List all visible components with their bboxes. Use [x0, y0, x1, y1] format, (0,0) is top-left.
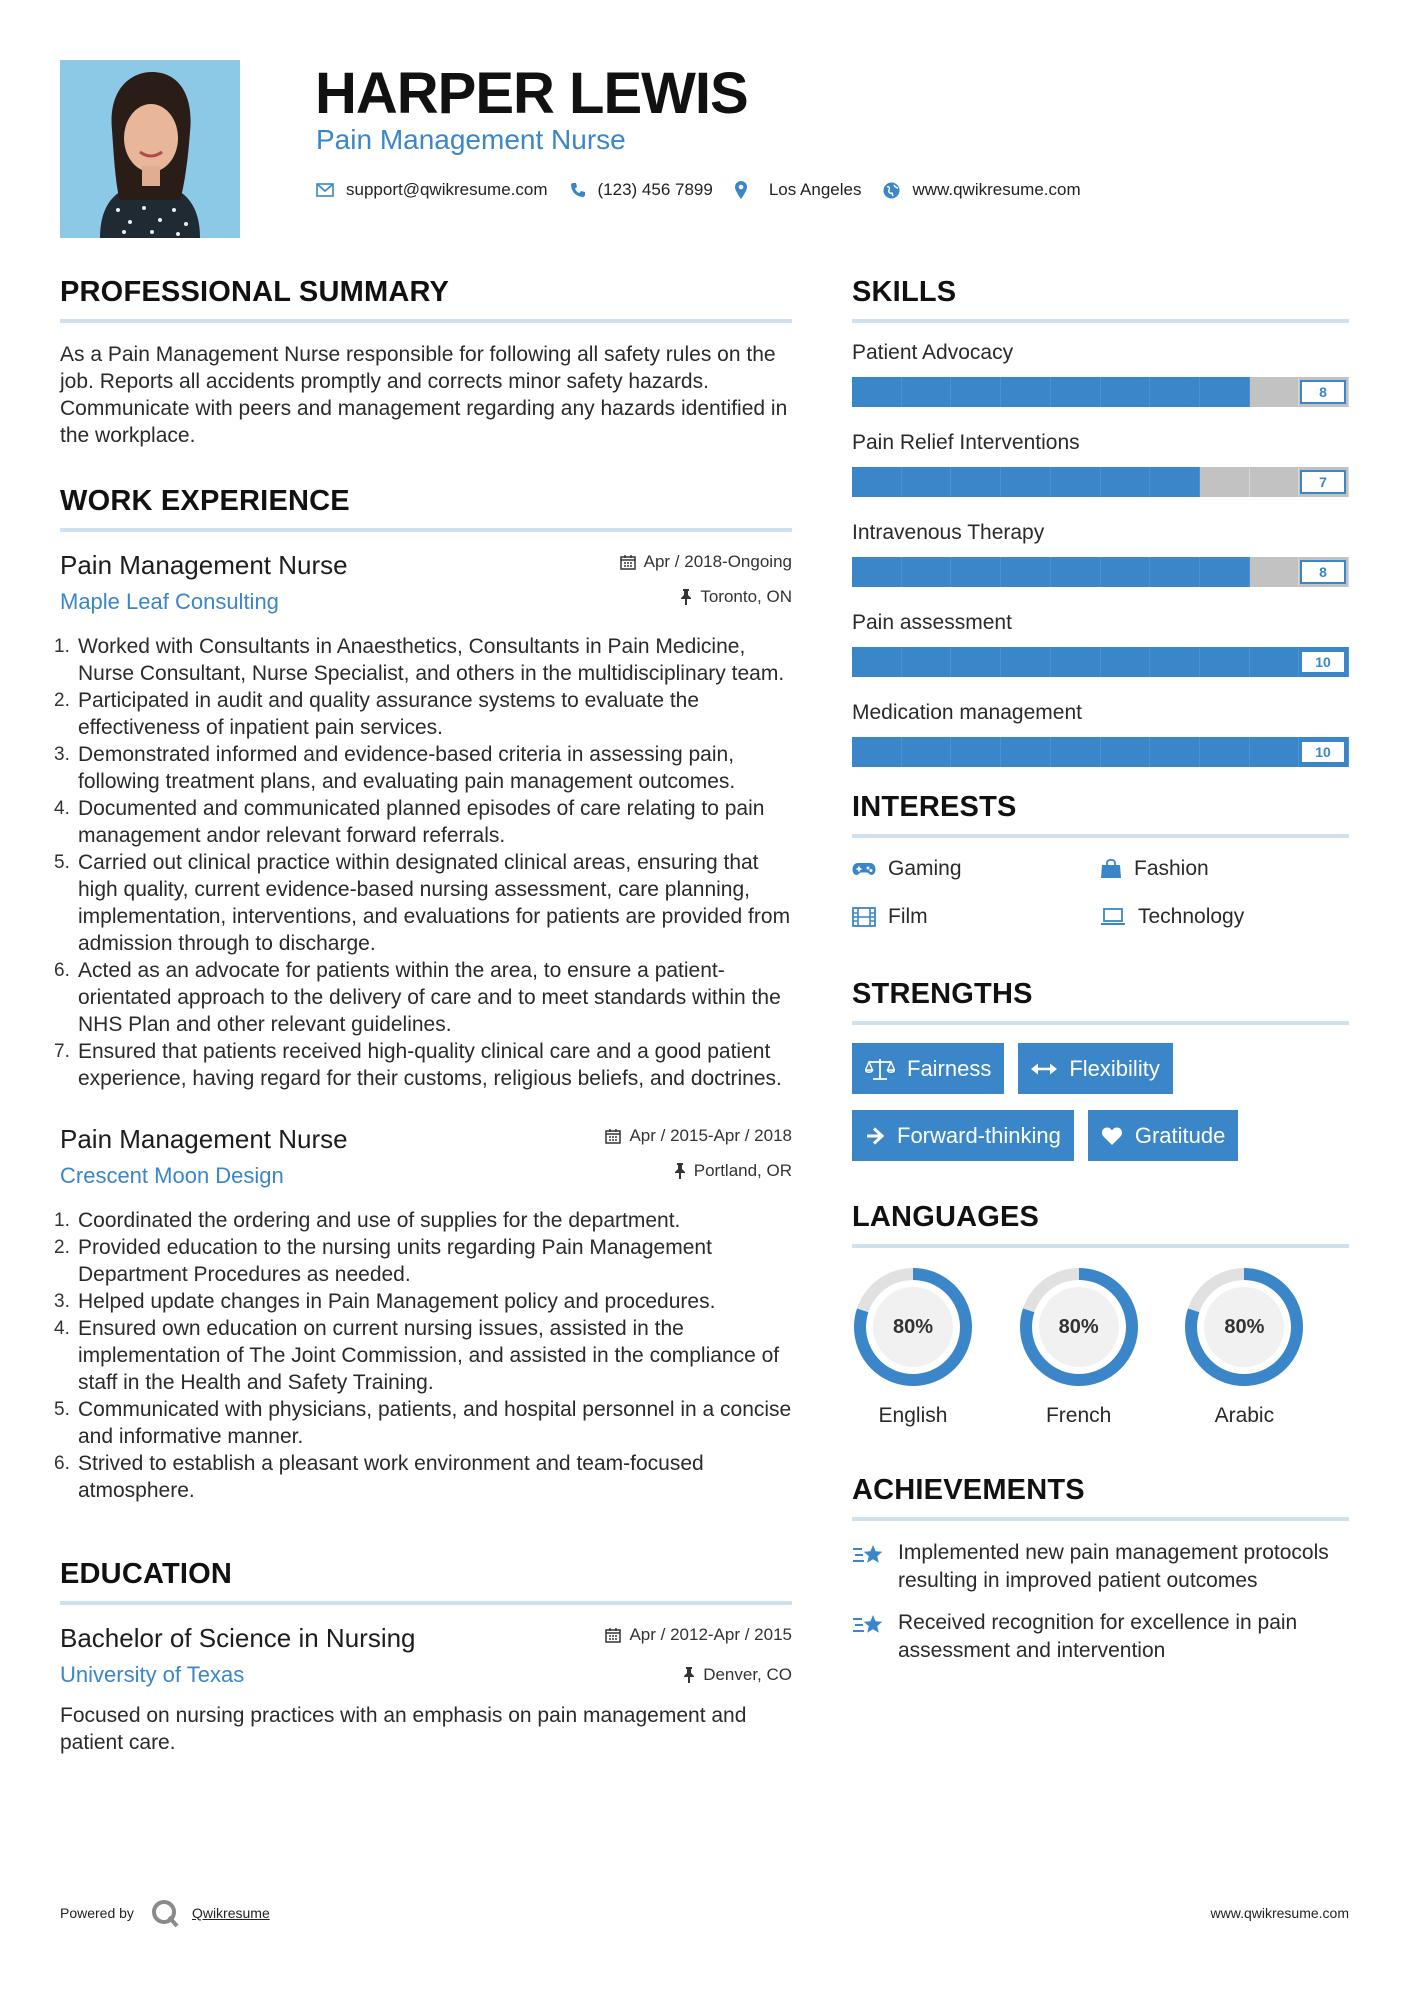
job-meta: [620, 550, 792, 609]
skill-score: 7: [1300, 470, 1346, 494]
duty-item: Ensured own education on current nursing issues, assisted in the implementation of The Joint Commission, and assisted in the compliance of staff in the Health and Safety Training.: [78, 1317, 780, 1394]
interest-label: Technology: [1138, 905, 1245, 928]
skill-segment: [951, 377, 1001, 407]
footer-website[interactable]: www.qwikresume.com: [1210, 1905, 1349, 1921]
skill-bar: [852, 467, 1349, 497]
interests-heading: INTERESTS: [852, 791, 1349, 838]
skill-segment: [1051, 377, 1101, 407]
arrows-horizontal-icon: [1031, 1062, 1057, 1076]
skill-segment: [951, 467, 1001, 497]
skill-segment: [1001, 557, 1051, 587]
language-name: French: [1045, 1404, 1112, 1427]
education-meta: [605, 1623, 792, 1687]
strength-label: Fairness: [907, 1055, 992, 1081]
job-dates: Apr / 2015-Apr / 2018: [629, 1126, 792, 1145]
skill-segment: [1150, 557, 1200, 587]
envelope-icon: [316, 183, 334, 197]
skill-segment: [1001, 467, 1051, 497]
duty-item: Worked with Consultants in Anaesthetics, Consultants in Pain Medicine, Nurse Consultant, Nurse Specialist, and others in the multidisciplinary team.: [78, 635, 785, 685]
education-location: Denver, CO: [703, 1665, 792, 1684]
skill-bar: [852, 737, 1349, 767]
skill-segment: [1250, 647, 1300, 677]
strength-badge: [1018, 1043, 1172, 1094]
education-heading: EDUCATION: [60, 1558, 792, 1605]
skills-section: [852, 276, 1349, 767]
languages-heading: LANGUAGES: [852, 1201, 1349, 1248]
skill-name: Patient Advocacy: [852, 341, 1014, 364]
language-percent: 80%: [1224, 1315, 1265, 1338]
skill-segment: [1250, 377, 1300, 407]
skill-segment: [852, 377, 902, 407]
balance-scale-icon: [865, 1058, 895, 1080]
skill-segment: [902, 377, 952, 407]
contact-phone[interactable]: [570, 180, 713, 200]
pushpin-icon: [674, 1163, 686, 1179]
skill-segment: [951, 647, 1001, 677]
language-item: [852, 1266, 1018, 1428]
skill-segment: [1051, 467, 1101, 497]
heart-icon: [1101, 1126, 1123, 1146]
education-section: [60, 1558, 792, 1756]
interest-item: [852, 904, 1100, 930]
skills-heading: SKILLS: [852, 276, 1349, 323]
strengths-heading: STRENGTHS: [852, 978, 1349, 1025]
globe-icon: [883, 182, 900, 199]
job-duties: [60, 633, 792, 1092]
skills-list: [852, 341, 1349, 767]
language-percent: 80%: [892, 1315, 934, 1338]
arrow-right-icon: [865, 1126, 885, 1146]
skill-segment: [852, 647, 902, 677]
job-dates: Apr / 2018-Ongoing: [643, 552, 792, 571]
skill-segment: [1101, 647, 1151, 677]
experience-heading: WORK EXPERIENCE: [60, 485, 792, 532]
footer-powered-by: [60, 1898, 270, 1928]
job-title: Pain Management Nurse: [60, 550, 348, 580]
laptop-icon: [1100, 908, 1126, 926]
skill-segment: [1101, 737, 1151, 767]
skill-segment: [902, 467, 952, 497]
skill-segment: [902, 737, 952, 767]
interest-label: Film: [888, 905, 928, 928]
strength-label: Forward-thinking: [897, 1122, 1061, 1148]
achievement-text: Received recognition for excellence in pain assessment and intervention: [898, 1611, 1298, 1662]
experience-section: [60, 485, 792, 1504]
strength-label: Flexibility: [1069, 1055, 1160, 1081]
skill-score: 10: [1300, 650, 1346, 674]
interest-label: Gaming: [888, 857, 962, 880]
email-text: support@qwikresume.com: [346, 180, 548, 199]
duty-item: Helped update changes in Pain Management policy and procedures.: [78, 1290, 716, 1313]
skill-segment: [902, 647, 952, 677]
qwikresume-logo-icon: [150, 1898, 180, 1928]
education-dates: Apr / 2012-Apr / 2015: [629, 1625, 792, 1644]
gamepad-icon: [852, 861, 876, 877]
strength-badge: [852, 1110, 1074, 1161]
calendar-icon: [605, 1627, 621, 1643]
skill-name: Medication management: [852, 701, 1082, 724]
skill-score: 8: [1300, 380, 1346, 404]
job-meta: [605, 1124, 792, 1183]
job-entry: [60, 550, 792, 1092]
language-item: [1018, 1266, 1184, 1428]
skill-segment: [1101, 377, 1151, 407]
strength-badge: [852, 1043, 1004, 1094]
skill-segment: [1200, 377, 1250, 407]
language-name: Arabic: [1214, 1404, 1275, 1427]
summary-heading: PROFESSIONAL SUMMARY: [60, 276, 792, 323]
achievement-text: Implemented new pain management protocols resulting in improved patient outcomes: [898, 1541, 1329, 1592]
strengths-section: [852, 978, 1349, 1161]
location-text: Los Angeles: [768, 180, 862, 199]
duty-item: Documented and communicated planned episodes of care relating to pain management andor relevant forward referrals.: [78, 797, 765, 847]
skill-segment: [1001, 377, 1051, 407]
job-location: Toronto, ON: [700, 587, 792, 606]
skill-segment: [852, 557, 902, 587]
job-duties: [60, 1207, 792, 1504]
skill-segment: [1101, 467, 1151, 497]
skill-name: Intravenous Therapy: [852, 521, 1045, 544]
summary-section: [60, 276, 792, 449]
achievements-section: [852, 1474, 1349, 1665]
job-company: Maple Leaf Consulting: [60, 589, 279, 614]
skill-segment: [1150, 377, 1200, 407]
skill-segment: [1001, 737, 1051, 767]
job-entry: [60, 1124, 792, 1504]
duty-item: Carried out clinical practice within designated clinical areas, ensuring that high quality, current evidence-based nursing assessment, care planning, implementation, interventions, and evaluations for patients are provided from admission through to discharge.: [78, 851, 791, 955]
languages-section: [852, 1201, 1349, 1428]
film-icon: [852, 907, 876, 927]
right-column: [852, 276, 1349, 1679]
interest-item: [1100, 856, 1348, 882]
skill-segment: [1200, 737, 1250, 767]
left-column: [60, 276, 792, 1756]
language-percent: 80%: [1058, 1315, 1099, 1338]
summary-text: As a Pain Management Nurse responsible for following all safety rules on the job. Reports all accidents promptly and corrects minor safety hazards. Communicate with peers and management regarding any hazards identified in the workplace.: [60, 343, 788, 447]
skill-segment: [1150, 647, 1200, 677]
skill-segment: [1200, 647, 1250, 677]
duty-item: Strived to establish a pleasant work environment and team-focused atmosphere.: [78, 1452, 704, 1502]
interests-section: [852, 791, 1349, 930]
strength-badge: [1088, 1110, 1239, 1161]
job-company: Crescent Moon Design: [60, 1163, 284, 1188]
interest-item: [852, 856, 1100, 882]
skill-bar: [852, 377, 1349, 407]
skill-segment: [951, 557, 1001, 587]
pushpin-icon: [683, 1667, 695, 1683]
duty-item: Communicated with physicians, patients, and hospital personnel in a concise and informative manner.: [78, 1398, 792, 1448]
school-name: University of Texas: [60, 1662, 245, 1687]
achievement-item: [852, 1609, 1349, 1665]
job-location: Portland, OR: [693, 1161, 792, 1180]
skill-bar: [852, 557, 1349, 587]
skill-segment: [1101, 557, 1151, 587]
skill-segment: [1051, 737, 1101, 767]
degree-title: Bachelor of Science in Nursing: [60, 1623, 416, 1653]
pushpin-icon: [680, 589, 692, 605]
achievements-heading: ACHIEVEMENTS: [852, 1474, 1349, 1521]
skill-segment: [1200, 557, 1250, 587]
skill-bar: [852, 647, 1349, 677]
contact-bar: [316, 178, 1103, 202]
skill-segment: [852, 737, 902, 767]
shopping-bag-icon: [1100, 859, 1122, 879]
website-text: www.qwikresume.com: [912, 180, 1081, 199]
skill-segment: [1051, 557, 1101, 587]
skill-segment: [1200, 467, 1250, 497]
skill-segment: [1250, 467, 1300, 497]
profile-photo: [60, 60, 240, 238]
skill-segment: [1250, 557, 1300, 587]
skill-score: 8: [1300, 560, 1346, 584]
strength-label: Gratitude: [1134, 1122, 1226, 1148]
skill-segment: [1150, 467, 1200, 497]
skill-segment: [852, 467, 902, 497]
map-marker-icon: [735, 181, 747, 199]
duty-item: Acted as an advocate for patients within the area, to ensure a patient-orientated approach to the delivery of care and to meet standards within the NHS Plan and other relevant guidelines.: [78, 959, 781, 1036]
candidate-name: HARPER LEWIS: [315, 61, 748, 126]
duty-item: Participated in audit and quality assurance systems to evaluate the effectiveness of inpatient pain services.: [78, 689, 700, 739]
skill-segment: [1150, 737, 1200, 767]
skill-segment: [902, 557, 952, 587]
phone-icon: [570, 182, 586, 198]
education-description: Focused on nursing practices with an emphasis on pain management and patient care.: [60, 1704, 747, 1754]
interest-item: [1100, 904, 1348, 930]
interest-label: Fashion: [1134, 857, 1209, 880]
skill-segment: [1250, 737, 1300, 767]
language-name: English: [878, 1404, 948, 1427]
brand-link[interactable]: Qwikresume: [191, 1905, 270, 1921]
contact-email[interactable]: [316, 180, 548, 200]
candidate-title: Pain Management Nurse: [316, 124, 626, 155]
skill-name: Pain Relief Interventions: [852, 431, 1080, 454]
achievement-item: [852, 1539, 1349, 1595]
job-title: Pain Management Nurse: [60, 1124, 348, 1154]
language-item: [1183, 1266, 1349, 1428]
duty-item: Demonstrated informed and evidence-based criteria in assessing pain, following treatment plans, and evaluating pain management outcomes.: [78, 743, 736, 793]
shooting-star-icon: [852, 1541, 886, 1569]
contact-location: [735, 180, 862, 200]
calendar-icon: [620, 554, 636, 570]
skill-segment: [1051, 647, 1101, 677]
powered-by-text: Powered by: [60, 1905, 134, 1921]
contact-website[interactable]: [883, 180, 1080, 200]
phone-text: (123) 456 7899: [597, 180, 713, 199]
skill-name: Pain assessment: [852, 611, 1012, 634]
calendar-icon: [605, 1128, 621, 1144]
skill-segment: [1001, 647, 1051, 677]
duty-item: Coordinated the ordering and use of supplies for the department.: [78, 1209, 681, 1232]
skill-score: 10: [1300, 740, 1346, 764]
duty-item: Ensured that patients received high-quality clinical care and a good patient experience, having regard for their customs, religious beliefs, and doctrines.: [78, 1040, 782, 1090]
duty-item: Provided education to the nursing units regarding Pain Management Department Procedures as needed.: [78, 1236, 712, 1286]
skill-segment: [951, 737, 1001, 767]
shooting-star-icon: [852, 1611, 886, 1639]
